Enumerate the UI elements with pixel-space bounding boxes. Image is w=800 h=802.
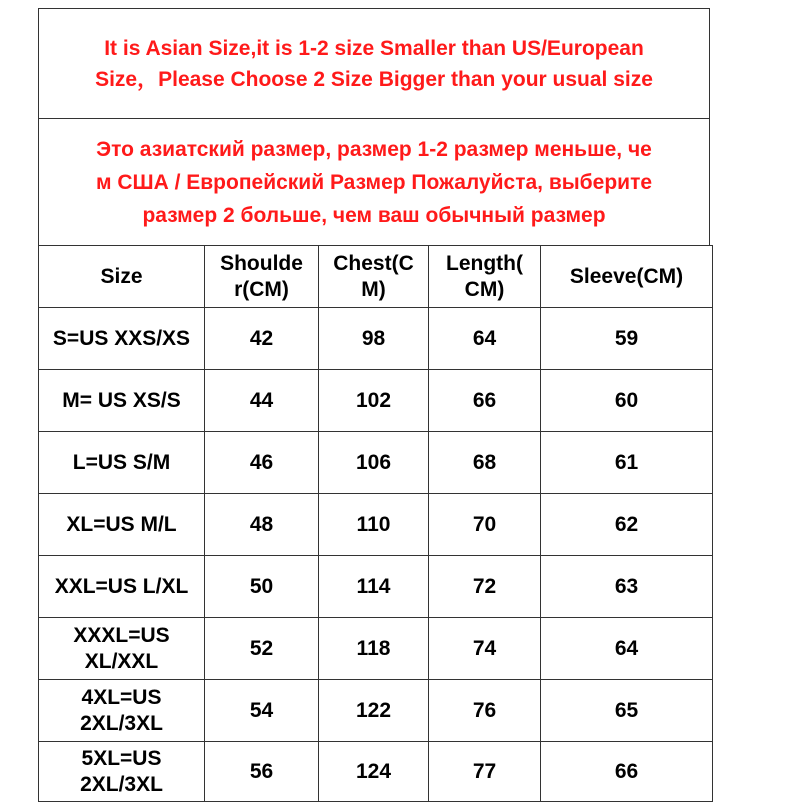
length-cell: 76 [429,680,541,742]
header-sleeve: Sleeve(CM) [541,246,713,308]
length-cell: 64 [429,308,541,370]
chest-cell: 98 [319,308,429,370]
size-label-line-2: 2XL/3XL [80,711,163,735]
table-row [39,370,713,432]
size-cell [39,680,205,742]
shoulder-cell: 44 [205,370,319,432]
size-cell [39,494,205,556]
table-row [39,618,713,680]
shoulder-cell: 54 [205,680,319,742]
length-cell: 70 [429,494,541,556]
size-cell [39,370,205,432]
shoulder-cell: 56 [205,742,319,802]
size-chart [38,8,712,796]
header-shoulder [205,246,319,308]
table-row [39,432,713,494]
sleeve-cell: 59 [541,308,713,370]
chest-cell: 118 [319,618,429,680]
notice-en-line-2: Size，Please Choose 2 Size Bigger than your usual size [95,67,653,91]
sleeve-cell: 63 [541,556,713,618]
table-row [39,494,713,556]
chest-cell: 124 [319,742,429,802]
size-cell [39,618,205,680]
size-cell [39,742,205,802]
size-label-line-1: L=US S/M [72,450,171,474]
table-body [39,308,713,802]
shoulder-cell: 46 [205,432,319,494]
table-row [39,308,713,370]
sleeve-cell: 60 [541,370,713,432]
length-cell: 66 [429,370,541,432]
notice-en-line-1: It is Asian Size,it is 1-2 size Smaller than US/European [104,36,644,60]
size-cell [39,556,205,618]
header-chest-line-1: Chest(C [333,251,414,275]
table-row [39,680,713,742]
header-shoulder-line-2: r(CM) [234,277,289,301]
size-cell [39,308,205,370]
asian-size-notice-russian [38,118,710,246]
notice-ru-line-3: размер 2 больше, чем ваш обычный размер [142,203,606,227]
table-header-row [39,246,713,308]
header-length [429,246,541,308]
length-cell: 72 [429,556,541,618]
length-cell: 74 [429,618,541,680]
size-label-line-1: 5XL=US [81,746,162,770]
header-chest-line-2: M) [361,277,386,301]
notice-ru-line-1: Это азиатский размер, размер 1-2 размер меньше, че [96,137,652,161]
chest-cell: 114 [319,556,429,618]
notice-ru-line-2: м США / Европейский Размер Пожалуйста, выберите [95,170,653,194]
header-shoulder-line-1: Shoulde [220,251,303,275]
size-label-line-1: XL=US M/L [66,512,177,536]
sleeve-cell: 62 [541,494,713,556]
sleeve-cell: 66 [541,742,713,802]
length-cell: 77 [429,742,541,802]
header-length-line-2: CM) [464,277,505,301]
table-row [39,556,713,618]
sleeve-cell: 65 [541,680,713,742]
shoulder-cell: 42 [205,308,319,370]
chest-cell: 102 [319,370,429,432]
size-label-line-2: 2XL/3XL [80,772,163,796]
header-chest [319,246,429,308]
size-label-line-1: XXXL=US [73,623,170,647]
size-label-line-1: M= US XS/S [62,388,181,412]
size-label-line-1: S=US XXS/XS [52,326,191,350]
sleeve-cell: 61 [541,432,713,494]
size-label-line-2: XL/XXL [84,649,159,673]
size-label-line-1: 4XL=US [81,685,162,709]
chest-cell: 122 [319,680,429,742]
shoulder-cell: 52 [205,618,319,680]
size-table [38,245,713,802]
sleeve-cell: 64 [541,618,713,680]
chest-cell: 106 [319,432,429,494]
size-label-line-1: XXL=US L/XL [54,574,189,598]
length-cell: 68 [429,432,541,494]
header-size: Size [39,246,205,308]
chest-cell: 110 [319,494,429,556]
size-cell [39,432,205,494]
shoulder-cell: 50 [205,556,319,618]
header-length-line-1: Length( [446,251,523,275]
asian-size-notice-english [38,8,710,119]
table-row [39,742,713,802]
shoulder-cell: 48 [205,494,319,556]
